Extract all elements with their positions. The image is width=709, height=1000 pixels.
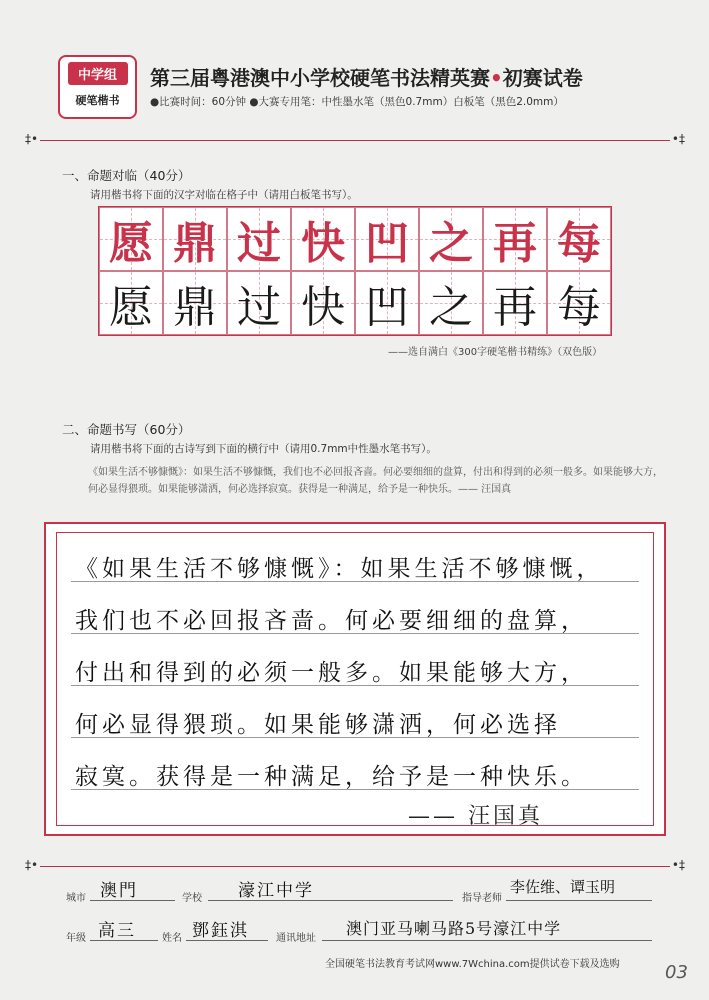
footer-text: 全国硬笔书法教育考试网www.7Wchina.com提供试卷下载及选购	[325, 959, 620, 970]
grid-cell	[227, 271, 291, 335]
grid-cell	[99, 207, 163, 271]
page-number: 03	[665, 962, 688, 983]
grid-cell	[99, 271, 163, 335]
writing-box-inner	[56, 532, 654, 829]
grid-cell	[227, 207, 291, 271]
written-line: 我们也不必回报吝啬。何必要细细的盘算，	[75, 608, 588, 634]
model-char: 愿	[109, 218, 153, 269]
hand-char: 鼎	[173, 282, 217, 333]
exam-info	[150, 94, 564, 109]
grid-cell	[163, 207, 227, 271]
section2-instruction: 请用楷书将下面的古诗写到下面的横行中（请用0.7mm中性墨水笔书写）。	[90, 443, 437, 455]
school-value: 濠江中学	[238, 881, 314, 901]
hand-char: 再	[493, 282, 537, 333]
writing-box	[44, 522, 666, 836]
ornament-icon: •‡	[671, 858, 685, 872]
name-value: 鄧鈺淇	[192, 921, 249, 941]
written-line: 付出和得到的必须一般多。如果能够大方，	[75, 660, 588, 686]
ornament-icon: ‡•	[25, 858, 39, 872]
grid-cell	[355, 207, 419, 271]
ornament-icon: ‡•	[25, 132, 39, 146]
grid-cell	[419, 271, 483, 335]
exam-time: ●比赛时间：60分钟	[150, 96, 247, 108]
teacher-value: 李佐维、谭玉明	[510, 878, 616, 896]
hand-char: 快	[301, 282, 345, 333]
logo-group: 中学组	[68, 62, 128, 85]
name-label: 姓名	[162, 933, 182, 944]
hand-char: 凹	[365, 282, 409, 333]
title-separator: •	[490, 66, 503, 90]
section1-heading: 一、命题对临（40分）	[62, 168, 191, 183]
model-char: 每	[557, 218, 601, 269]
grade-value: 高三	[98, 921, 136, 941]
poem-source-text: 《如果生活不够慷慨》：如果生活不够慷慨，我们也不必回报吝啬。何必要细细的盘算，付出和得到的必须一般多。如果能够大方，何必显得猥琐。如果能够潇洒，何必选择寂寞。获得是一种满足，给予是一种快乐。—— 汪国真	[88, 467, 663, 495]
grid-cell	[163, 271, 227, 335]
written-line: 《如果生活不够慷慨》：如果生活不够慷慨，	[75, 556, 604, 582]
model-char: 鼎	[173, 218, 217, 269]
source-credit: ——选自满白《300字硬笔楷书精练》（双色版）	[388, 347, 603, 358]
grid-cell	[547, 271, 611, 335]
address-label: 通讯地址	[276, 933, 316, 944]
bottom-divider	[25, 858, 685, 872]
grid-cell	[547, 207, 611, 271]
hand-char: 每	[557, 282, 601, 333]
city-label: 城市	[66, 893, 86, 904]
grid-cell	[291, 207, 355, 271]
section2-heading: 二、命题书写（60分）	[62, 422, 191, 437]
model-char: 之	[429, 218, 473, 269]
logo-category: 硬笔楷书	[75, 94, 120, 107]
grid-cell	[483, 271, 547, 335]
title-stage: 初赛试卷	[502, 66, 583, 90]
ornament-icon: •‡	[671, 132, 685, 146]
grid-cell	[355, 271, 419, 335]
written-line: 何必显得猥琐。如果能够潇洒，何必选择	[75, 712, 561, 738]
address-value: 澳门亚马喇马路5号濠江中学	[346, 919, 562, 938]
model-char: 再	[493, 218, 537, 269]
model-char: 过	[237, 218, 281, 269]
title-main: 第三届粤港澳中小学校硬笔书法精英赛	[150, 66, 490, 90]
grade-label: 年级	[66, 933, 86, 944]
written-author: —— 汪国真	[408, 804, 543, 829]
hand-char: 愿	[109, 282, 153, 333]
copy-grid	[98, 206, 612, 336]
city-value: 澳門	[100, 881, 138, 901]
grid-cell	[483, 207, 547, 271]
section1-instruction: 请用楷书将下面的汉字对临在格子中（请用白板笔书写）。	[90, 189, 358, 201]
grid-cell	[291, 271, 355, 335]
hand-char: 之	[429, 282, 473, 333]
hand-char: 过	[237, 282, 281, 333]
page-title	[150, 62, 583, 91]
teacher-label: 指导老师	[462, 893, 502, 904]
written-line: 寂寞。获得是一种满足，给予是一种快乐。	[75, 764, 588, 790]
competition-logo	[58, 55, 137, 119]
exam-pens: ●大赛专用笔：中性墨水笔（黑色0.7mm）白板笔（黑色2.0mm）	[249, 96, 564, 108]
school-label: 学校	[182, 893, 202, 904]
model-char: 快	[301, 218, 345, 269]
grid-cell	[419, 207, 483, 271]
model-char: 凹	[365, 218, 409, 269]
top-divider	[25, 132, 685, 146]
